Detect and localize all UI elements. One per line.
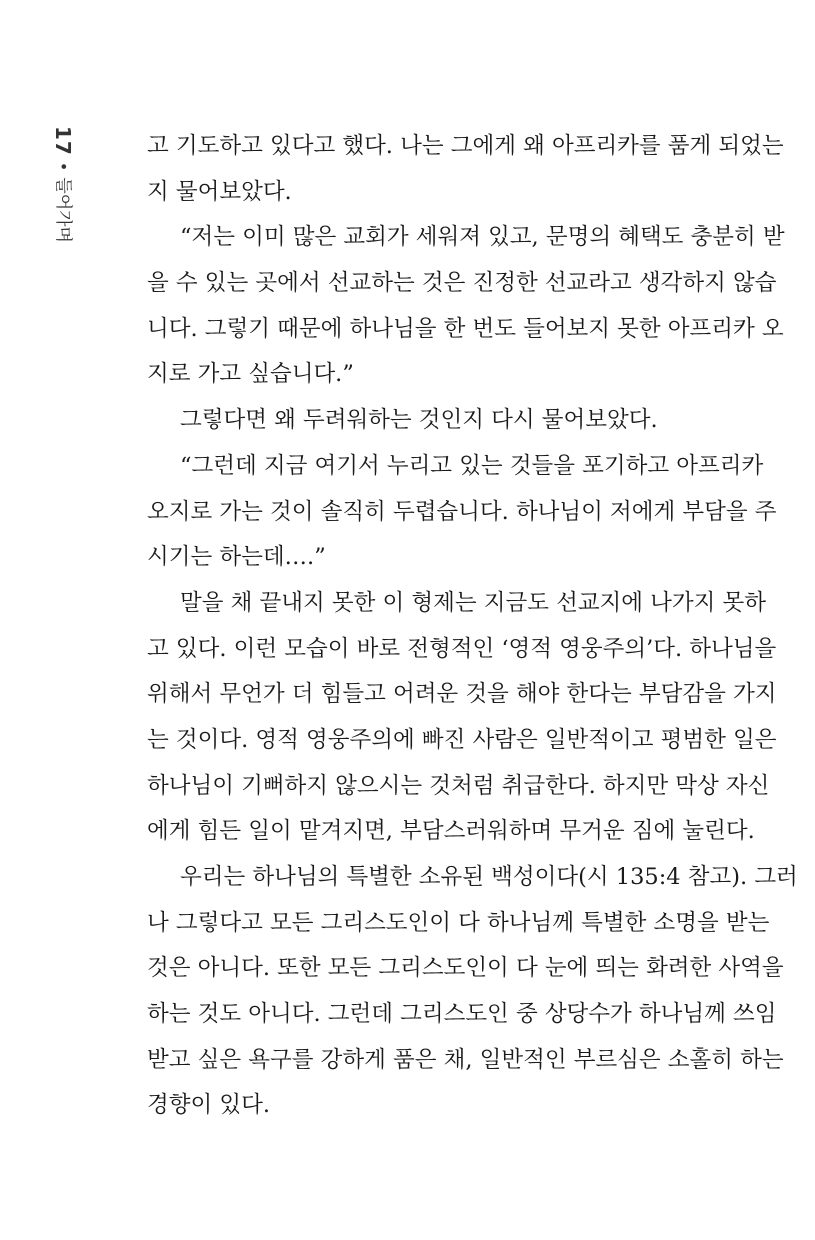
running-header	[50, 126, 80, 266]
text-line: “저는 이미 많은 교회가 세워져 있고, 문명의 혜택도 충분히 받	[180, 224, 785, 251]
body-text	[147, 124, 798, 1129]
text-line: 니다. 그렇기 때문에 하나님을 한 번도 들어보지 못한 아프리카 오	[147, 315, 784, 342]
text-line: 는 것이다. 영적 영웅주의에 빠진 사람은 일반적이고 평범한 일은	[147, 726, 777, 753]
text-line: 지로 가고 싶습니다.”	[147, 361, 354, 388]
text-line: 지 물어보았다.	[147, 178, 292, 205]
section-title: 들어가며	[53, 177, 73, 243]
text-line: 경향이 있다.	[147, 1092, 270, 1119]
text-line: 하는 것도 아니다. 그런데 그리스도인 중 상당수가 하나님께 쓰임	[147, 1001, 777, 1028]
text-line: 을 수 있는 곳에서 선교하는 것은 진정한 선교라고 생각하지 않습	[147, 270, 777, 297]
text-line: 오지로 가는 것이 솔직히 두렵습니다. 하나님이 저에게 부담을 주	[147, 498, 777, 525]
paragraph	[147, 855, 798, 1129]
text-line: 고 있다. 이런 모습이 바로 전형적인 ‘영적 영웅주의’다. 하나님을	[147, 635, 777, 662]
running-header-text	[50, 126, 76, 243]
paragraph	[147, 581, 777, 855]
text-line: 우리는 하나님의 특별한 소유된 백성이다(시 135:4 참고). 그러	[180, 864, 798, 890]
paragraph	[147, 444, 777, 581]
text-line: 말을 채 끝내지 못한 이 형제는 지금도 선교지에 나가지 못하	[180, 589, 767, 616]
text-line: 그렇다면 왜 두려워하는 것인지 다시 물어보았다.	[180, 407, 658, 434]
page-number: 17	[51, 126, 75, 156]
text-line: 고 기도하고 있다고 했다. 나는 그에게 왜 아프리카를 품게 되었는	[147, 133, 784, 159]
text-line: 하나님이 기뻐하지 않으시는 것처럼 취급한다. 하지만 막상 자신	[147, 772, 770, 799]
paragraph	[147, 215, 785, 398]
paragraph	[147, 124, 784, 215]
text-line: 위해서 무언가 더 힘들고 어려운 것을 해야 한다는 부담감을 가지	[147, 681, 777, 708]
text-line: 나 그렇다고 모든 그리스도인이 다 하나님께 특별한 소명을 받는	[147, 909, 770, 936]
text-line: “그런데 지금 여기서 누리고 있는 것들을 포기하고 아프리카	[180, 452, 764, 479]
header-bullet: •	[54, 161, 73, 172]
text-line: 에게 힘든 일이 맡겨지면, 부담스러워하며 무거운 짐에 눌린다.	[147, 818, 755, 845]
paragraph	[147, 398, 714, 444]
text-line: 시기는 하는데….”	[147, 544, 326, 571]
text-line: 것은 아니다. 또한 모든 그리스도인이 다 눈에 띄는 화려한 사역을	[147, 955, 784, 982]
text-line: 받고 싶은 욕구를 강하게 품은 채, 일반적인 부르심은 소홀히 하는	[147, 1046, 784, 1073]
